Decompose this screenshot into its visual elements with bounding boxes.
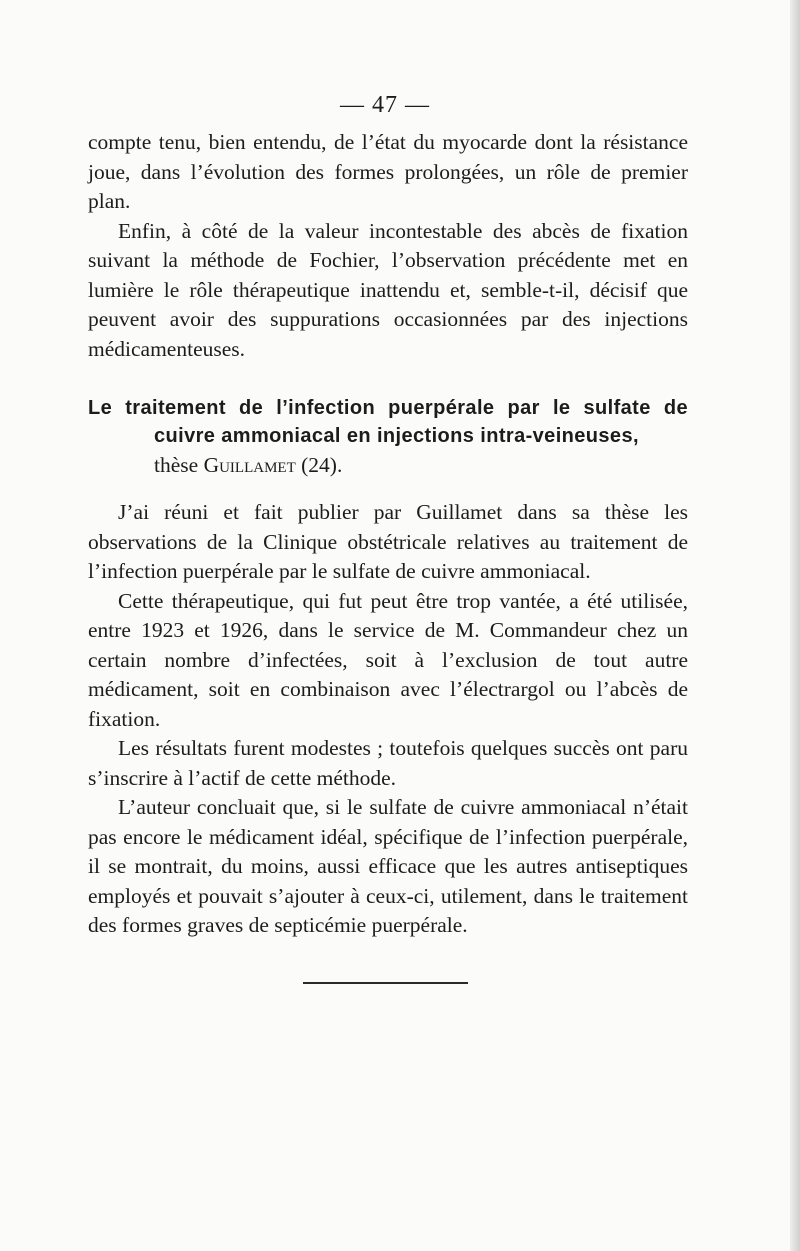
section-paragraph-2: Cette thérapeutique, qui fut peut être trop vantée, a été utilisée, entre 1923 et 1926, dans le service de M. Commandeur chez un certain nombre d’infectées, soit à l’exclusion de tout autre médicament, soit en combinaison avec l’électrargol ou l’abcès de fixation. [88,588,688,731]
page-number: — 47 — [340,92,430,118]
section-paragraph-3: Les résultats furent modestes ; toutefois quelques succès ont paru s’inscrire à l’actif de cette méthode. [88,736,688,790]
section-body [88,498,688,941]
thesis-prefix: thèse [154,453,204,477]
intro-text-block [88,128,688,364]
thesis-reference [88,450,688,480]
end-rule-divider [303,982,468,984]
section-heading [88,394,688,480]
intro-paragraph-2: Enfin, à côté de la valeur incontestable des abcès de fixation suivant la méthode de Fochier, l’observation précédente met en lumière le rôle thérapeutique inattendu et, semble-t-il, décisif que peuvent avoir des suppurations occasionnées par des injections médicamenteuses. [88,218,688,361]
thesis-ref-number: (24). [295,453,343,477]
section-paragraph-1: J’ai réuni et fait publier par Guillamet dans sa thèse les observations de la Clinique obstétricale relatives au traitement de l’infection puerpérale par le sulfate de cuivre ammoniacal. [88,500,688,583]
section-paragraph-4: L’auteur concluait que, si le sulfate de cuivre ammoniacal n’était pas encore le médicament idéal, spécifique de l’infection puerpérale, il se montrait, du moins, aussi efficace que les autres antiseptiques employés et pouvait s’ajouter à ceux-ci, utilement, dans le traitement des formes graves de septicémie puerpérale. [88,795,688,937]
intro-paragraph-1: compte tenu, bien entendu, de l’état du myocarde dont la résistance joue, dans l’évolution des formes prolongées, un rôle de premier plan. [88,130,688,213]
section-title: Le traitement de l’infection puerpérale par le sulfate de cuivre ammoniacal en injections intra-veineuses, [88,397,688,447]
thesis-author: Guillamet [203,453,296,477]
page-edge-shadow [790,0,800,1251]
